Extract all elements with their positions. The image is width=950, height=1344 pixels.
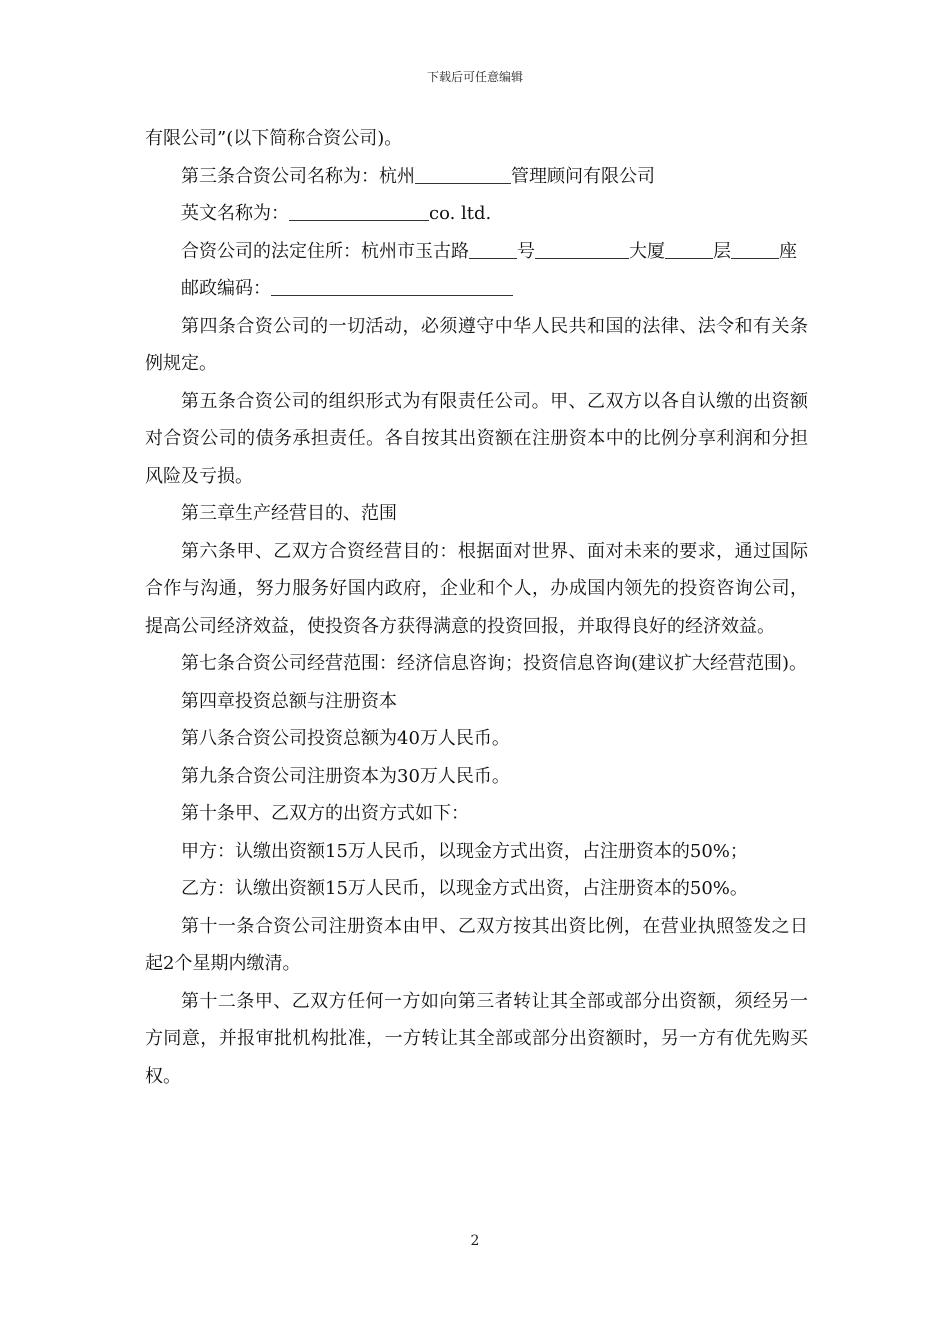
article-3-company-name: 第三条合资公司名称为：杭州 管理顾问有限公司	[145, 158, 808, 196]
paragraph: 有限公司”(以下简称合资公司)。	[145, 128, 403, 149]
party-b-contribution: 乙方：认缴出资额15万人民币，以现金方式出资，占注册资本的50%。	[181, 878, 748, 899]
article-10: 第十条甲、乙双方的出资方式如下：	[181, 803, 469, 824]
chapter-4-heading: 第四章投资总额与注册资本	[181, 690, 397, 712]
article-11: 第十一条合资公司注册资本由甲、乙双方按其出资比例，在营业执照签发之日起2个星期内缴清。	[145, 915, 808, 974]
blank-field	[415, 163, 511, 184]
blank-field	[665, 238, 713, 259]
page-header: 下载后可任意编辑	[426, 70, 523, 84]
blank-field	[535, 238, 629, 259]
article-6: 第六条甲、乙双方合资经营目的：根据面对世界、面对未来的要求，通过国际合作与沟通，努力服务好国内政府，企业和个人，办成国内领先的投资咨询公司，提高公司经济效益，使投资各方获得满意的投资回报，并取得良好的经济效益。	[145, 540, 808, 637]
chapter-3-heading: 第三章生产经营目的、范围	[181, 503, 397, 524]
blank-field	[469, 238, 517, 259]
article-9: 第九条合资公司注册资本为30万人民币。	[181, 765, 510, 787]
article-8: 第八条合资公司投资总额为40万人民币。	[181, 728, 510, 749]
page-number: 2	[470, 1233, 480, 1249]
english-name: 英文名称为： co. ltd.	[145, 195, 808, 233]
document-body	[145, 120, 808, 1095]
blank-field	[271, 275, 513, 296]
party-a-contribution: 甲方：认缴出资额15万人民币，以现金方式出资，占注册资本的50%；	[181, 840, 748, 862]
postal-code: 邮政编码：	[145, 270, 808, 308]
legal-address: 合资公司的法定住所：杭州市玉古路 号 大厦 层 座	[145, 233, 808, 271]
blank-field	[289, 200, 429, 221]
article-7: 第七条合资公司经营范围：经济信息咨询；投资信息咨询(建议扩大经营范围)。	[181, 653, 808, 674]
blank-field	[731, 238, 779, 259]
article-12: 第十二条甲、乙双方任何一方如向第三者转让其全部或部分出资额，须经另一方同意，并报审批机构批准，一方转让其全部或部分出资额时，另一方有优先购买权。	[145, 990, 808, 1087]
article-5: 第五条合资公司的组织形式为有限责任公司。甲、乙双方以各自认缴的出资额对合资公司的债务承担责任。各自按其出资额在注册资本中的比例分享利润和分担风险及亏损。	[145, 390, 808, 487]
article-4: 第四条合资公司的一切活动，必须遵守中华人民共和国的法律、法令和有关条例规定。	[145, 315, 808, 374]
